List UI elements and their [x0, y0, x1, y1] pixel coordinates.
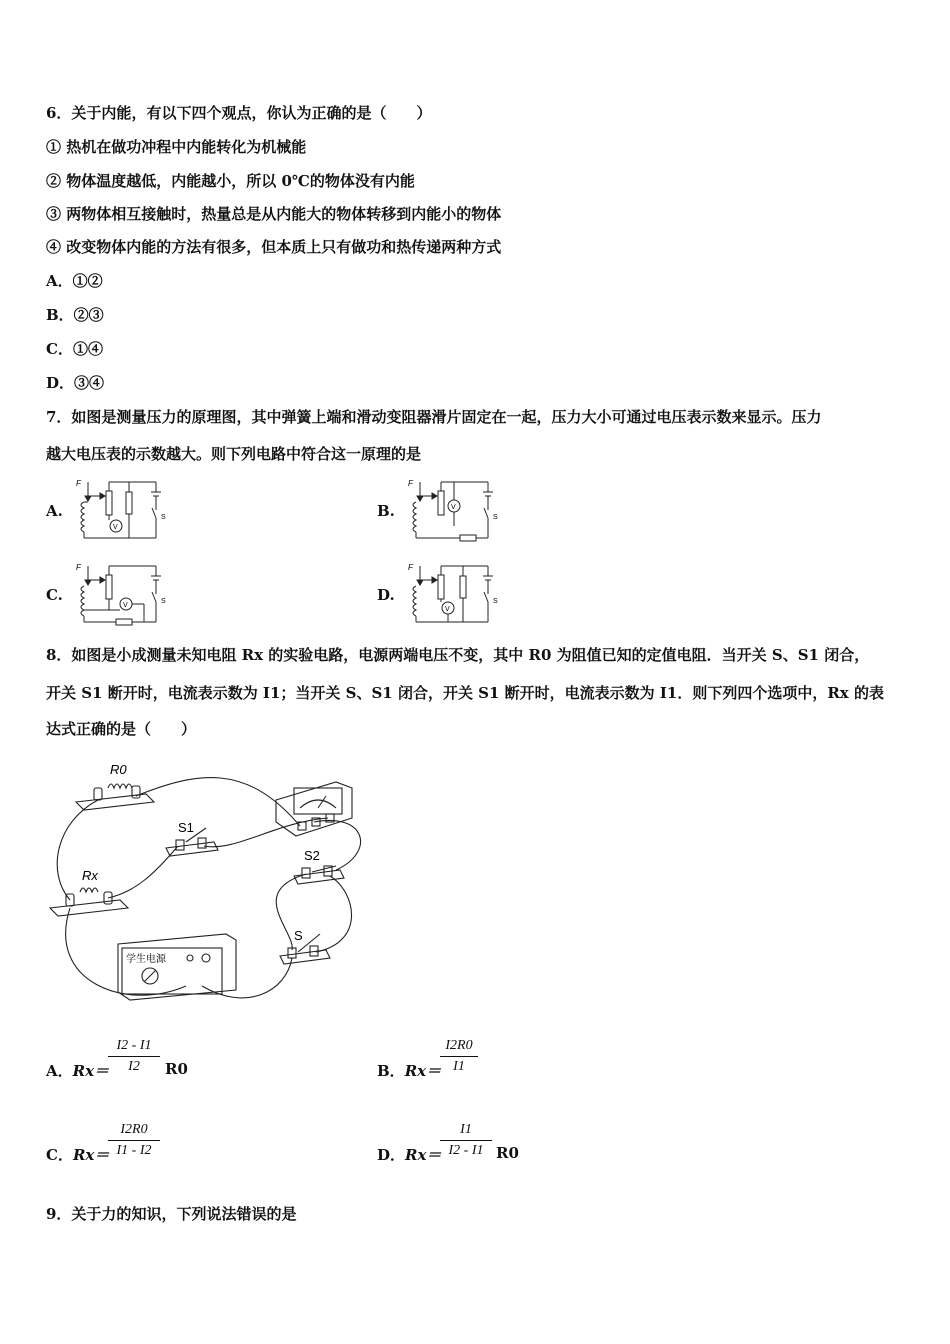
option-letter: B．	[377, 1062, 405, 1080]
switch-label: S	[493, 514, 498, 521]
option-letter: D．	[377, 1146, 406, 1164]
r0-label: R0	[110, 762, 127, 777]
rx-equals: Rx＝	[72, 1146, 110, 1164]
q6-option-c[interactable]: C．①④	[46, 340, 103, 358]
denominator: I1 - I2	[116, 1143, 152, 1158]
denominator: I2 - I1	[448, 1143, 484, 1158]
q8-stem-line2: 开关 S1 断开时，电流表示数为 I1；当开关 S、S1 闭合，开关 S1 断开时，电流表示数为 I1．则下列四个选项中，Rx 的表	[46, 684, 884, 702]
denominator: I1	[453, 1059, 465, 1074]
q8-b-fraction	[440, 1038, 478, 1075]
s-label: S	[294, 928, 303, 943]
numerator: I2R0	[120, 1122, 148, 1137]
rx-equals: Rx＝	[405, 1146, 442, 1164]
force-label: F	[408, 563, 413, 572]
q7-option-a[interactable]: A.	[46, 502, 63, 520]
numerator: I2 - I1	[116, 1038, 152, 1053]
s2-label: S2	[304, 848, 320, 863]
switch-label: S	[493, 598, 498, 605]
q6-statement-1: ① 热机在做功冲程中内能转化为机械能	[46, 138, 307, 156]
q8-d-tail: R0	[496, 1144, 519, 1162]
q6-stem: 6．关于内能，有以下四个观点，你认为正确的是（ ）	[46, 104, 432, 122]
q7-option-b[interactable]: B.	[377, 502, 395, 520]
voltmeter-label: V	[445, 606, 450, 613]
denominator: I2	[128, 1059, 140, 1074]
numerator: I1	[460, 1122, 472, 1137]
circuit-diagram-c	[70, 558, 170, 628]
q6-option-b[interactable]: B．②③	[46, 306, 104, 324]
circuit-diagram-d	[402, 558, 502, 628]
switch-label: S	[161, 514, 166, 521]
q6-statement-2: ② 物体温度越低，内能越小，所以 0℃的物体没有内能	[46, 172, 415, 190]
power-supply-label: 学生电源	[126, 954, 166, 965]
q8-a-fraction	[108, 1038, 160, 1075]
q7-option-d[interactable]: D.	[377, 586, 395, 604]
q6-option-a[interactable]: A．①②	[46, 272, 103, 290]
q8-stem-line3: 达式正确的是（ ）	[46, 720, 197, 738]
q6-statement-4: ④ 改变物体内能的方法有很多，但本质上只有做功和热传递两种方式	[46, 238, 502, 256]
q8-option-d[interactable]	[377, 1144, 441, 1165]
numerator: I2R0	[445, 1038, 473, 1053]
voltmeter-label: V	[123, 602, 128, 609]
q8-option-b[interactable]	[377, 1060, 441, 1081]
q8-option-c[interactable]	[46, 1144, 109, 1165]
s1-label: S1	[178, 820, 194, 835]
force-label: F	[76, 563, 81, 572]
q6-option-d[interactable]: D．③④	[46, 374, 105, 392]
q8-stem-line1: 8．如图是小成测量未知电阻 Rx 的实验电路，电源两端电压不变，其中 R0 为阻值已知的定值电阻．当开关 S、S1 闭合，	[46, 646, 870, 664]
switch-label: S	[161, 598, 166, 605]
voltmeter-label: V	[113, 524, 118, 531]
q8-d-fraction	[440, 1122, 492, 1159]
force-label: F	[76, 479, 81, 488]
rx-equals: Rx＝	[404, 1062, 442, 1080]
option-letter: A．	[46, 1062, 73, 1080]
q7-stem-line1: 7．如图是测量压力的原理图，其中弹簧上端和滑动变阻器滑片固定在一起，压力大小可通过电压表示数来显示。压力	[46, 408, 822, 426]
q9-stem: 9．关于力的知识，下列说法错误的是	[46, 1205, 297, 1223]
q7-stem-line2: 越大电压表的示数越大。则下列电路中符合这一原理的是	[46, 445, 422, 463]
q8-c-fraction	[108, 1122, 160, 1159]
force-label: F	[408, 479, 413, 488]
option-letter: C．	[46, 1146, 73, 1164]
circuit-diagram-a	[70, 474, 170, 544]
q8-a-tail: R0	[165, 1060, 188, 1078]
q6-statement-3: ③ 两物体相互接触时，热量总是从内能大的物体转移到内能小的物体	[46, 205, 502, 223]
rx-equals: Rx＝	[72, 1062, 110, 1080]
q8-option-a[interactable]	[46, 1060, 109, 1081]
voltmeter-label: V	[451, 504, 456, 511]
rx-label: Rx	[82, 868, 98, 883]
experiment-circuit-illustration	[46, 752, 366, 1012]
q7-option-c[interactable]: C.	[46, 586, 63, 604]
circuit-diagram-b	[402, 474, 502, 544]
